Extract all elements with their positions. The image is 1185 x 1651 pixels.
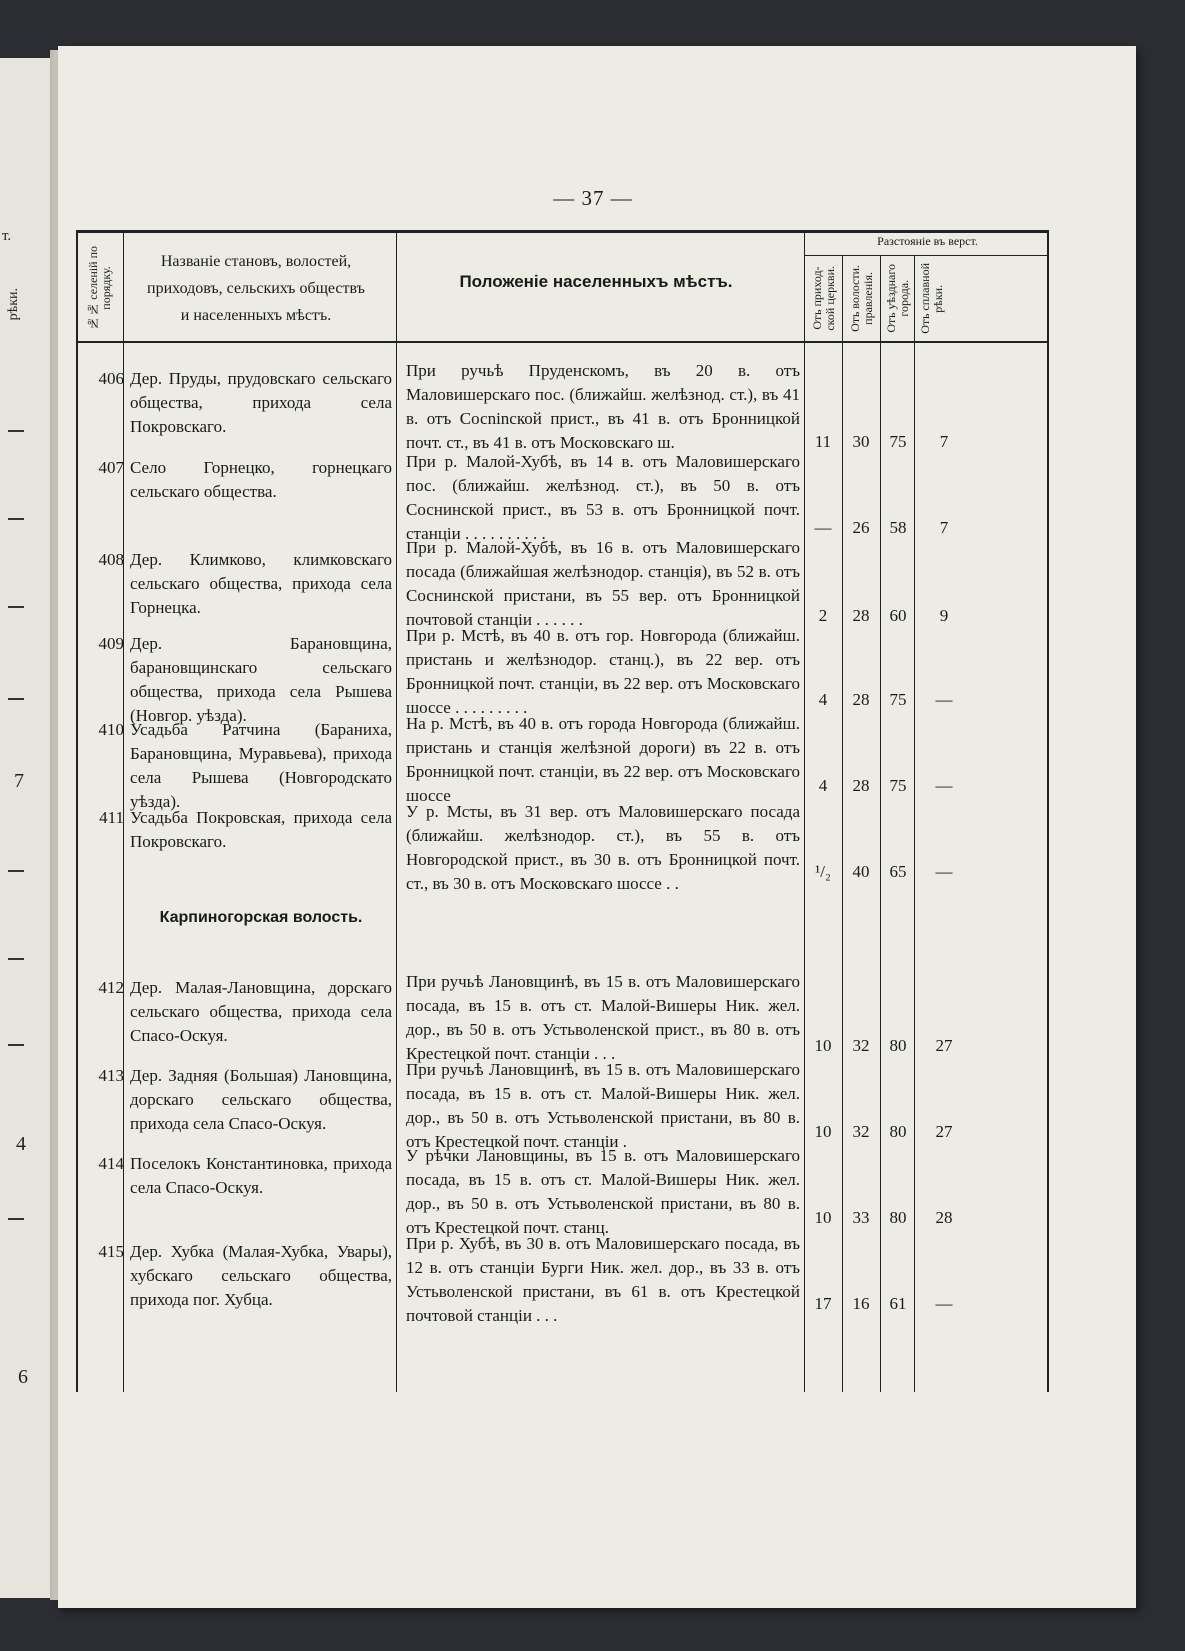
dist-town: 75 bbox=[889, 690, 907, 709]
row-number: 406 bbox=[98, 369, 124, 388]
dist-town: 80 bbox=[889, 1208, 907, 1227]
dist-river: 7 bbox=[939, 518, 949, 537]
settlement-position: При ручьѣ Лановщинѣ, въ 15 в. отъ Маловишерскаго посада, въ 15 в. отъ ст. Малой-Вишеры Ник. жел. дор., въ 50 в. отъ Устьволенской пристани, въ 80 в. отъ Крестецкой почт. станціи . bbox=[406, 1060, 800, 1151]
header-name: Названіе становъ, волостей, приходовъ, сельскихъ обществъ и населенныхъ мѣстъ. bbox=[147, 253, 365, 324]
settlement-name: Дер. Климково, климковскаго сельскаго общества, прихода села Горнецка. bbox=[130, 550, 392, 617]
dist-town: 75 bbox=[889, 776, 907, 795]
dist-volost: 40 bbox=[852, 862, 870, 881]
header-distance: Разстояніе въ верст. bbox=[877, 234, 978, 248]
settlement-position: На р. Мстѣ, въ 40 в. отъ города Новгорода (ближайш. пристань и станція желѣзной дороги) въ 22 в. отъ Бронницкой почт. станціи, въ 22 вер. отъ Московскаго шоссе bbox=[406, 714, 800, 805]
header-dist-church: Отъ приход- ской церкви. bbox=[809, 266, 837, 331]
dist-river: 9 bbox=[939, 606, 949, 625]
dist-church: 2 bbox=[818, 606, 828, 625]
left-dash bbox=[8, 870, 24, 872]
dist-church: 10 bbox=[814, 1208, 832, 1227]
dist-church: ¹/₂ bbox=[815, 862, 831, 881]
dist-church: — bbox=[814, 518, 832, 537]
left-fragment: 4 bbox=[16, 1133, 26, 1155]
header-dist-town: Отъ уѣзднаго города. bbox=[883, 264, 911, 333]
dist-town: 80 bbox=[889, 1122, 907, 1141]
row-number: 408 bbox=[98, 550, 124, 569]
left-dash bbox=[8, 430, 24, 432]
table-top-rule bbox=[76, 230, 1049, 233]
dist-church: 10 bbox=[814, 1122, 832, 1141]
row-number: 413 bbox=[98, 1066, 124, 1085]
settlement-name: Село Горнецко, горнецкаго сельскаго общества. bbox=[130, 458, 392, 501]
settlement-position: При р. Мстѣ, въ 40 в. отъ гор. Новгорода (ближайш. пристань и желѣзнодор. станц.), въ 22 вер. отъ Бронницкой почт. станціи, въ 22 вер. отъ Московскаго шоссе . . . . . . . . . bbox=[406, 626, 800, 717]
dist-volost: 30 bbox=[852, 432, 870, 451]
header-dist-river: Отъ сплавной рѣки. bbox=[918, 263, 945, 334]
left-dash bbox=[8, 518, 24, 520]
settlement-name: Дер. Пруды, прудовскаго сельскаго общества, прихода села Покровскаго. bbox=[130, 369, 392, 436]
settlement-position: При р. Малой-Хубѣ, въ 16 в. отъ Маловишерскаго посада (ближайшая желѣзнодор. станція), въ 52 в. отъ Соснинской пристани, въ 55 вер. отъ Бронницкой почтовой станціи . . . . . . bbox=[406, 538, 800, 629]
row-number: 412 bbox=[98, 978, 124, 997]
row-number: 414 bbox=[98, 1154, 124, 1173]
left-dash bbox=[8, 698, 24, 700]
dist-river: 27 bbox=[935, 1036, 953, 1055]
row-number: 415 bbox=[98, 1242, 124, 1261]
settlement-position: При ручьѣ Лановщинѣ, въ 15 в. отъ Маловишерскаго посада, въ 15 в. отъ ст. Малой-Вишеры Ник. жел. дор., въ 50 в. отъ Устьволенской прист., въ 80 в. отъ Крестецкой почт. станціи . . . bbox=[406, 972, 800, 1063]
dist-river: 28 bbox=[935, 1208, 953, 1227]
dist-town: 60 bbox=[889, 606, 907, 625]
settlements-table bbox=[76, 230, 1049, 1392]
settlement-position: При р. Малой-Хубѣ, въ 14 в. отъ Маловишерскаго пос. (ближайш. желѣзнод. ст.), въ 50 в. отъ Соснинской прист., въ 53 в. отъ Бронницкой почт. станціи . . . . . . . . . . bbox=[406, 452, 800, 543]
dist-volost: 33 bbox=[852, 1208, 870, 1227]
settlement-name: Дер. Барановщина, барановщинскаго сельскаго общества, прихода села Рышева (Новгор. уѣзда). bbox=[130, 634, 392, 725]
dist-volost: 28 bbox=[852, 690, 870, 709]
settlement-name: Усадьба Ратчина (Бараниха, Барановщина, Муравьева), прихода села Рышева (Новгородскато уѣзда). bbox=[130, 720, 392, 811]
settlement-name: Дер. Хубка (Малая-Хубка, Увары), хубскаго сельскаго общества, прихода пог. Хубца. bbox=[130, 1242, 392, 1309]
dist-town: 61 bbox=[889, 1294, 907, 1313]
settlement-position: При р. Хубѣ, въ 30 в. отъ Маловишерскаго посада, въ 12 в. отъ станціи Бурги Ник. жел. дор., въ 33 в. отъ Устьволенской пристани, въ 61 в. отъ Крестецкой почтовой станціи . . . bbox=[406, 1234, 800, 1325]
dist-volost: 26 bbox=[852, 518, 870, 537]
settlement-name: Дер. Задняя (Большая) Лановщина, дорскаго сельскаго общества, прихода села Спасо-Оскуя. bbox=[130, 1066, 392, 1133]
dist-volost: 32 bbox=[852, 1122, 870, 1141]
col-rule bbox=[1047, 230, 1049, 1392]
settlement-position: При ручьѣ Пруденскомъ, въ 20 в. отъ Маловишерскаго пос. (ближайш. желѣзнод. ст.), въ 41 в. отъ Сосninской прист., въ 41 в. отъ Бронницкой почт. ст., въ 41 в. отъ Московскаго ш. bbox=[406, 361, 800, 452]
settlement-name: Дер. Малая-Лановщина, дорскаго сельскаго общества, прихода села Спасо-Оскуя. bbox=[130, 978, 392, 1045]
settlement-name: Усадьба Покровская, прихода села Покровскаго. bbox=[130, 808, 392, 851]
dist-volost: 28 bbox=[852, 606, 870, 625]
previous-page-edge bbox=[0, 58, 51, 1598]
dist-church: 10 bbox=[814, 1036, 832, 1055]
dist-river: — bbox=[935, 776, 953, 795]
col-rule bbox=[396, 230, 397, 1392]
dist-river: — bbox=[935, 690, 953, 709]
settlement-name: Поселокъ Константиновка, прихода села Спасо-Оскуя. bbox=[130, 1154, 392, 1197]
settlement-position: У р. Мсты, въ 31 вер. отъ Маловишерскаго посада (ближайш. желѣзнодор. ст.), въ 55 в. отъ Новгородской прист., въ 30 в. отъ Бронницкой почт. ст., въ 30 в. отъ Московскаго шоссе . . bbox=[406, 802, 800, 893]
dist-river: 7 bbox=[939, 432, 949, 451]
left-dash bbox=[8, 1218, 24, 1220]
settlement-position: У рѣчки Лановщины, въ 15 в. отъ Маловишерскаго посада, въ 15 в. отъ ст. Малой-Вишеры Ник. жел. дор., въ 50 в. отъ Устьволенской пристани, въ 80 в. отъ Крестецкой почт. станц. bbox=[406, 1146, 800, 1237]
left-dash bbox=[8, 958, 24, 960]
page-number: — 37 — bbox=[553, 186, 633, 210]
dist-town: 80 bbox=[889, 1036, 907, 1055]
dist-volost: 28 bbox=[852, 776, 870, 795]
dist-river: — bbox=[935, 1294, 953, 1313]
row-number: 411 bbox=[99, 808, 124, 827]
dist-church: 17 bbox=[814, 1294, 832, 1313]
dist-river: 27 bbox=[935, 1122, 953, 1141]
header-number: №№ селеній по порядку. bbox=[86, 246, 113, 331]
header-dist-volost: Отъ волости. правленія. bbox=[847, 265, 875, 332]
left-fragment: 7 bbox=[14, 770, 24, 792]
col-rule bbox=[804, 230, 805, 1392]
left-dash bbox=[8, 1044, 24, 1046]
left-fragment: т. bbox=[2, 228, 12, 244]
dist-town: 75 bbox=[889, 432, 907, 451]
row-number: 410 bbox=[98, 720, 124, 739]
left-fragment: рѣки. bbox=[6, 288, 21, 321]
dist-church: 4 bbox=[818, 776, 828, 795]
row-number: 409 bbox=[98, 634, 124, 653]
left-dash bbox=[8, 606, 24, 608]
left-fragment: 6 bbox=[18, 1366, 28, 1388]
dist-town: 58 bbox=[889, 518, 907, 537]
book-page bbox=[58, 46, 1136, 1608]
col-rule bbox=[842, 256, 843, 1392]
header-position: Положеніе населенныхъ мѣстъ. bbox=[459, 272, 733, 291]
dist-church: 4 bbox=[818, 690, 828, 709]
dist-church: 11 bbox=[814, 432, 832, 451]
dist-river: — bbox=[935, 862, 953, 881]
dist-volost: 32 bbox=[852, 1036, 870, 1055]
section-title: Карпиногорская волость. bbox=[159, 909, 363, 926]
dist-volost: 16 bbox=[852, 1294, 870, 1313]
row-number: 407 bbox=[98, 458, 124, 477]
header-bottom-rule bbox=[76, 341, 1049, 343]
dist-town: 65 bbox=[889, 862, 907, 881]
